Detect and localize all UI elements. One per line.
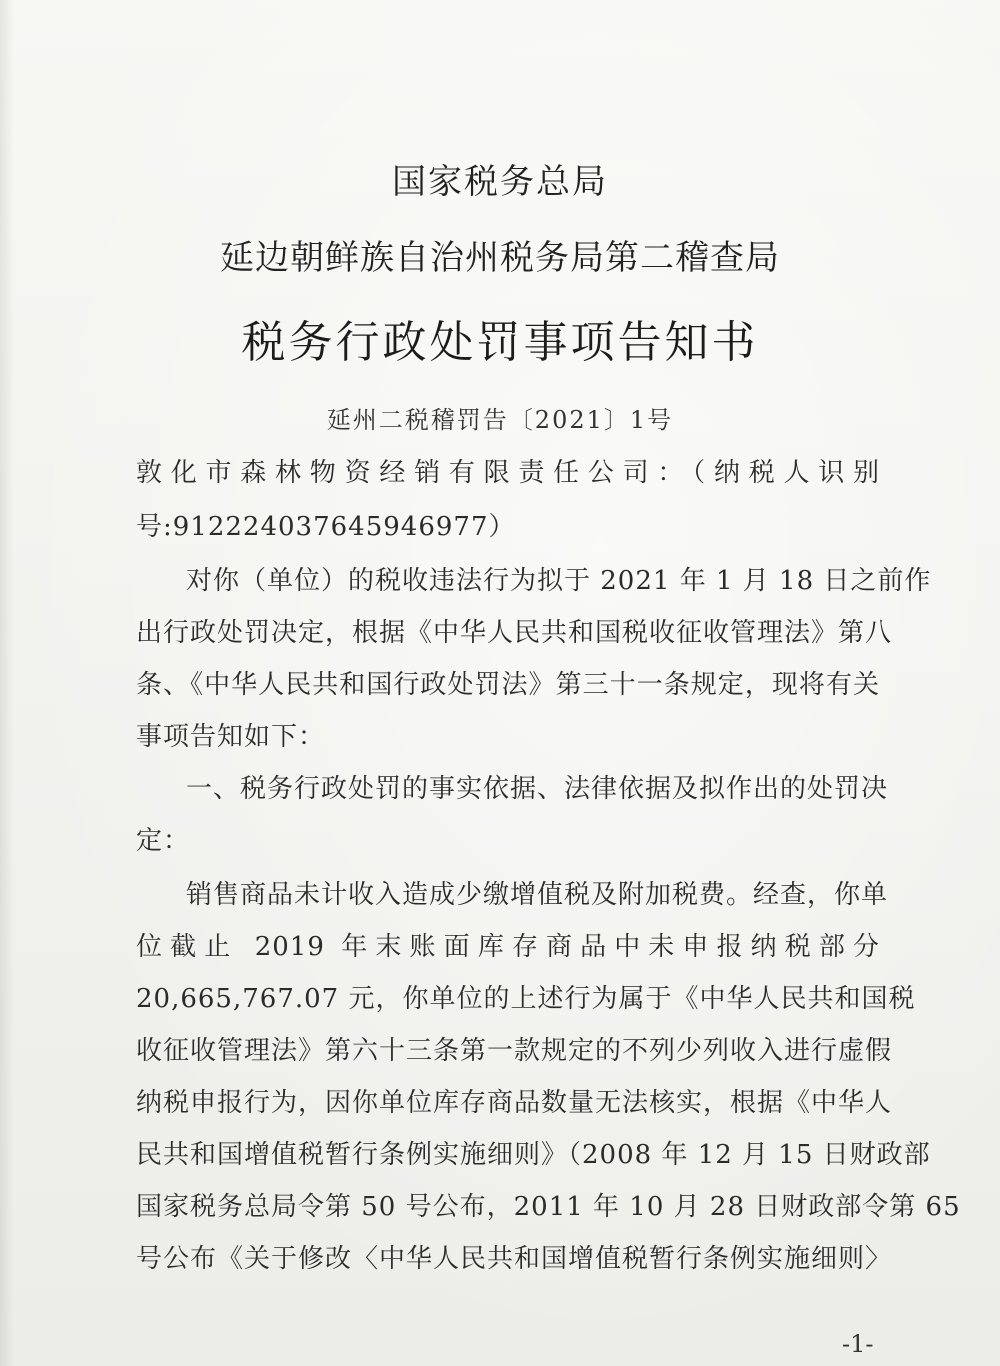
recipient-line: 敦化市森林物资经销有限责任公司：（纳税人识别 [136, 458, 880, 488]
issuing-authority-line-1: 国家税务总局 [392, 162, 608, 202]
body-line: 位截止 2019 年末账面库存商品中未申报纳税部分 [136, 932, 880, 962]
body-line: 对你（单位）的税收违法行为拟于 2021 年 1 月 18 日之前作 [186, 566, 932, 596]
body-line: 号公布《关于修改〈中华人民共和国增值税暂行条例实施细则〉 [136, 1244, 893, 1274]
body-line: 事项告知如下： [136, 722, 326, 752]
section-heading-line: 定： [136, 826, 191, 856]
body-line: 条、《中华人民共和国行政处罚法》第三十一条规定，现将有关 [136, 670, 880, 700]
body-line: 收征收管理法》第六十三条第一款规定的不列少列收入进行虚假 [136, 1036, 893, 1066]
body-line: 纳税申报行为，因你单位库存商品数量无法核实，根据《中华人 [136, 1088, 893, 1118]
body-line: 销售商品未计收入造成少缴增值税及附加税费。经查，你单 [186, 880, 889, 910]
section-heading-line: 一、税务行政处罚的事实依据、法律依据及拟作出的处罚决 [186, 774, 889, 804]
body-line: 国家税务总局令第 50 号公布，2011 年 10 月 28 日财政部令第 65 [136, 1192, 961, 1222]
document-title: 税务行政处罚事项告知书 [241, 317, 759, 368]
recipient-line: 号:912224037645946977） [136, 512, 516, 542]
body-line: 民共和国增值税暂行条例实施细则》（2008 年 12 月 15 日财政部 [136, 1140, 931, 1170]
document-number: 延州二税稽罚告〔2021〕1号 [326, 406, 674, 434]
page-number: -1- [842, 1330, 874, 1358]
body-line: 出行政处罚决定，根据《中华人民共和国税收征收管理法》第八 [136, 618, 893, 648]
body-line: 20,665,767.07 元，你单位的上述行为属于《中华人民共和国税 [136, 984, 916, 1014]
paper-fold-shadow [0, 0, 14, 1366]
issuing-authority-line-2: 延边朝鲜族自治州税务局第二稽查局 [220, 238, 780, 278]
